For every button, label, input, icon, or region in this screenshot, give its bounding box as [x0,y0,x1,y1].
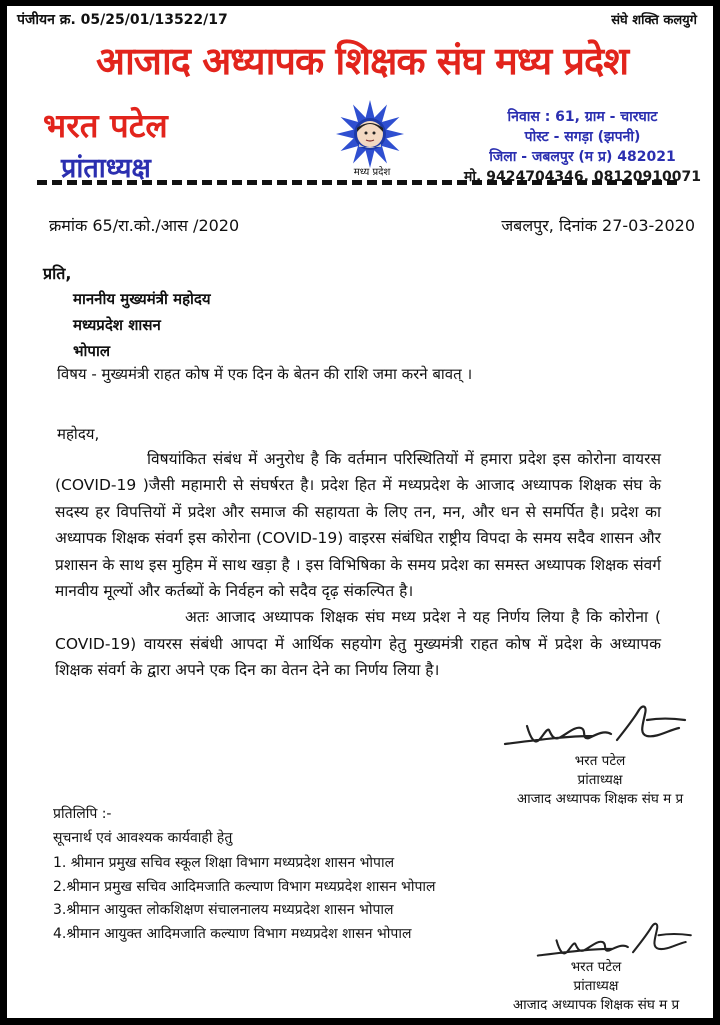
place-and-date: जबलपुर, दिनांक 27-03-2020 [501,216,695,235]
copy-to-heading: प्रतिलिपि :- [53,806,112,822]
to-label: प्रति, [43,264,72,283]
list-item: 1. श्रीमान प्रमुख सचिव स्कूल शिक्षा विभाग मध्यप्रदेश शासन भोपाल [53,855,395,871]
addressee-line: भोपाल [73,342,111,360]
president-name: भरत पटेल [43,106,168,145]
copy-to-list [53,852,436,946]
president-title: प्रांताध्यक्ष [61,153,151,184]
list-item: 2.श्रीमान प्रमुख सचिव आदिमजाति कल्याण विभाग मध्यप्रदेश शासन भोपाल [53,878,436,895]
addressee-line: मध्यप्रदेश शासन [73,316,161,334]
address-line: पोस्ट - सगड़ा (झपनी) [524,129,641,145]
signatory-name: भरत पटेल [574,753,626,769]
signatory-name: भरत पटेल [570,959,622,975]
list-item: 3.श्रीमान आयुक्त लोकशिक्षण संचालनालय मध्यप्रदेश शासन भोपाल [53,902,394,918]
copy-to-purpose: सूचनार्थ एवं आवश्यक कार्यवाही हेतु [53,830,233,846]
signature-block [487,958,705,1015]
address-line: निवास : 61, ग्राम - चारघाट [507,109,658,125]
letter-page [7,6,713,1018]
motto: संघे शक्ति कलयुगे [611,13,697,28]
letter-body [55,446,661,684]
subject-line: विषय - मुख्यमंत्री राहत कोष में एक दिन के बेतन की राशि जमा करने बावत् । [57,365,473,383]
signatory-title: प्रांताध्यक्ष [573,978,619,994]
residence-address [464,107,701,187]
addressee-block [73,286,211,364]
address-line: जिला - जबलपुर (म प्र) 482021 [489,149,676,165]
phone-numbers: मो. 9424704346, 08120910071 [464,169,701,185]
signature-block [495,752,705,809]
body-paragraph: विषयांकित संबंध में अनुरोध है कि वर्तमान परिस्थितियों में हमारा प्रदेश इस कोरोना वायरस (COVID-19 )जैसी महामारी से संघर्षरत है। प्रदेश हित में मध्यप्रदेश के आजाद अध्यापक शिक्षक संघ के सदस्य हर विपत्तियों में प्रदेश और समाज की सहायता के लिए तन, मन, और धन से समर्पित है। प्रदेश का अध्यापक शिक्षक संवर्ग इस कोरोना (COVID-19) वाइरस संबंधित राष्ट्रीय विपदा के समय सदैव शासन और प्रशासन के साथ इस मुहिम में साथ खड़ा है । इस विभिषिका के समय प्रदेश का समस्त अध्यापक शिक्षक संवर्ग मानवीय मूल्यों और कर्तब्यों के निर्वहन को सदैव दृढ़ संकल्पित है। [55,450,661,601]
list-item: 4.श्रीमान आयुक्त आदिमजाति कल्याण विभाग मध्यप्रदेश शासन भोपाल [53,925,412,942]
organization-name: आजाद अध्यापक शिक्षक संघ मध्य प्रदेश [95,39,629,83]
body-paragraph: अतः आजाद अध्यापक शिक्षक संघ मध्य प्रदेश ने यह निर्णय लिया है कि कोरोना ( COVID-19) वायरस संबंधी आपदा में आर्थिक सहयोग हेतु मुख्यमंत्री राहत कोष में प्रदेश के अध्यापक शिक्षक संवर्ग के द्वारा अपने एक दिन का वेतन देने का निर्णय लिया है। [55,608,661,680]
addressee-line: माननीय मुख्यमंत्री महोदय [73,290,211,308]
letterhead-divider [37,180,677,185]
reference-number: क्रमांक 65/रा.को./आस /2020 [49,216,240,235]
signatory-org: आजाद अध्यापक शिक्षक संघ म प्र [512,997,680,1013]
registration-number: पंजीयन क्र. 05/25/01/13522/17 [17,12,228,28]
signatory-title: प्रांताध्यक्ष [577,772,623,788]
salutation: महोदय, [57,425,100,443]
logo-caption: मध्य प्रदेश [353,167,391,178]
signature-image [497,700,697,756]
signatory-org: आजाद अध्यापक शिक्षक संघ म प्र [516,791,684,807]
